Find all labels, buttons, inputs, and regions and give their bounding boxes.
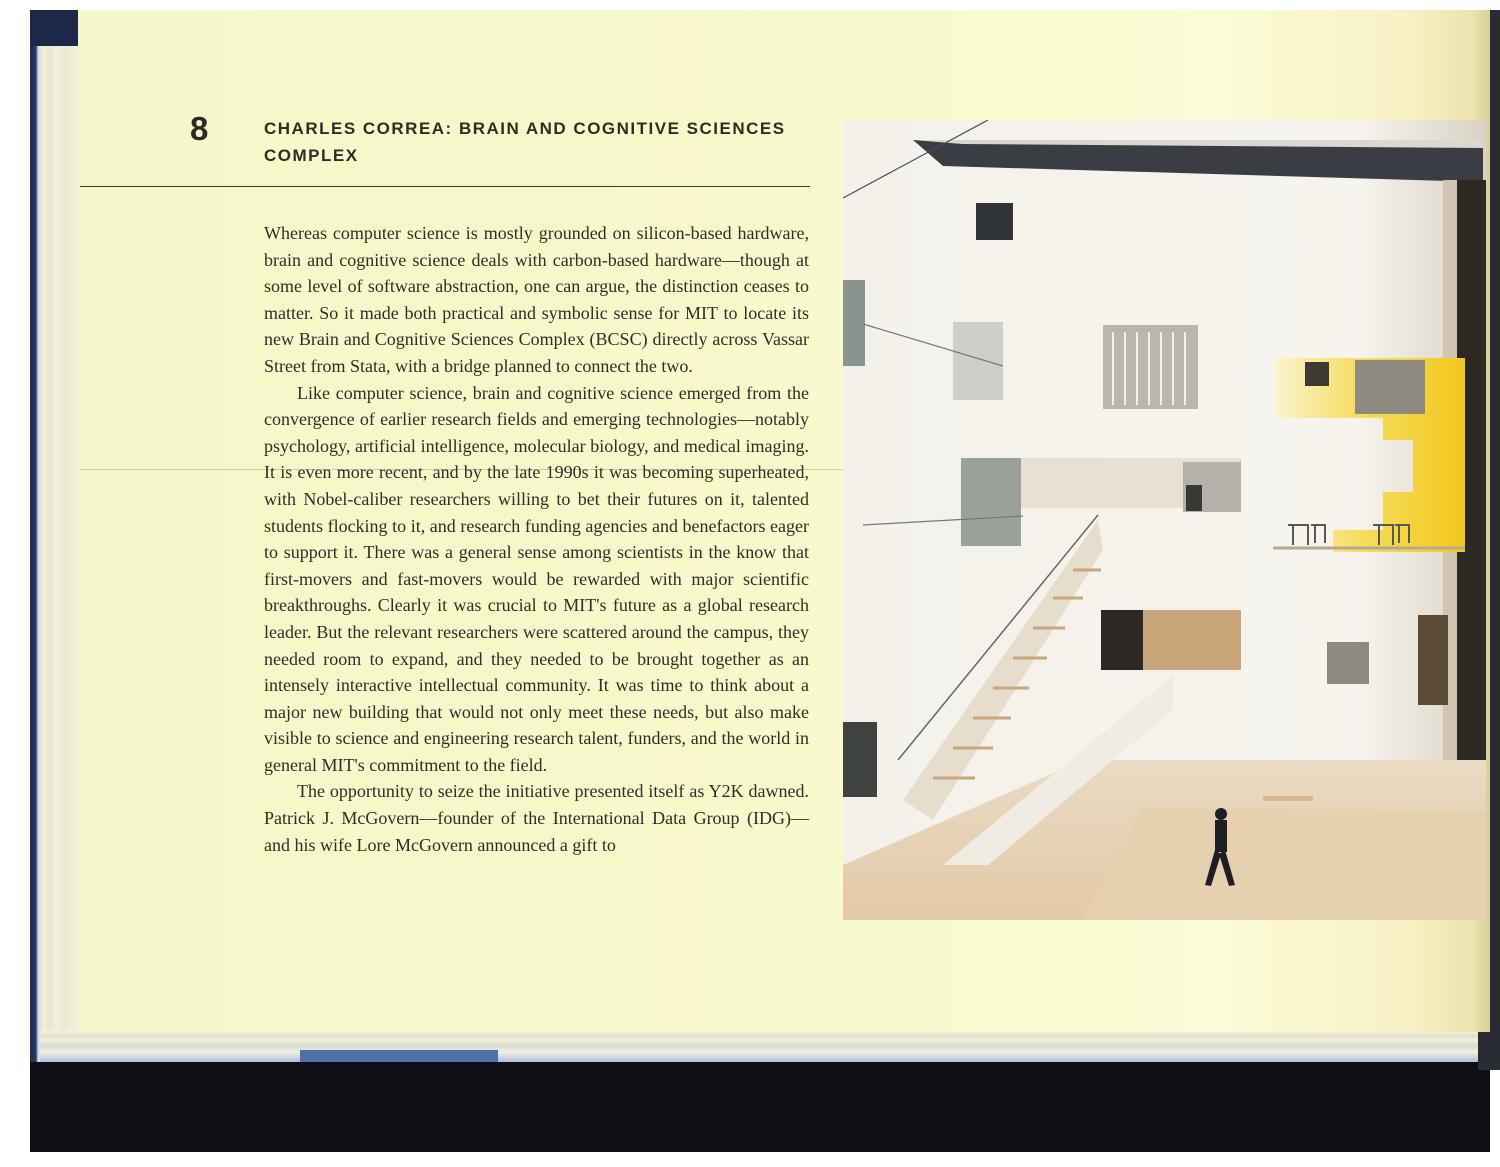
atrium-illustration bbox=[843, 120, 1486, 920]
scanner-background bbox=[30, 1062, 1490, 1152]
paragraph: Like computer science, brain and cognitive science emerged from the convergence of earlier research fields and emerging technologies—notably psychology, artificial intelligence, molecular biology, and medical imaging. It is even more recent, and by the late 1990s it was becoming superheated, with Nobel-caliber researchers willing to bet their futures on it, talented students flocking to it, and research funding agencies and benefactors eager to support it. There was a general sense among scientists in the know that first-movers and fast-movers would be rewarded with major scientific breakthroughs. Clearly it was crucial to MIT's future as a global research leader. But the relevant researchers were scattered around the campus, they needed room to expand, and they needed to be brought together as an intensely interactive intellectual community. It was time to think about a major new building that would not only meet these needs, but also make visible to science and engineering research talent, funders, and the world in general MIT's commitment to the field. bbox=[264, 382, 809, 775]
body-text bbox=[264, 220, 809, 858]
page-stack-bottom bbox=[40, 1030, 1490, 1064]
page-stack-edge bbox=[30, 10, 80, 1070]
paragraph: The opportunity to seize the initiative presented itself as Y2K dawned. Patrick J. McGovern—founder of the International Data Group (IDG)—and his wife Lore McGovern announced a gift to bbox=[264, 781, 809, 855]
chapter-number: 8 bbox=[190, 110, 209, 147]
paragraph: Whereas computer science is mostly grounded on silicon-based hardware, brain and cognitive science deals with carbon-based hardware—though at some level of software abstraction, one can argue, the distinction ceases to matter. So it made both practical and symbolic sense for MIT to locate its new Brain and Cognitive Sciences Complex (BCSC) directly across Vassar Street from Stata, with a bridge planned to connect the two. bbox=[264, 223, 809, 376]
atrium-photograph bbox=[843, 120, 1486, 920]
header-rule bbox=[80, 186, 810, 187]
chapter-title: CHARLES CORREA: BRAIN AND COGNITIVE SCIENCES COMPLEX bbox=[264, 119, 786, 165]
